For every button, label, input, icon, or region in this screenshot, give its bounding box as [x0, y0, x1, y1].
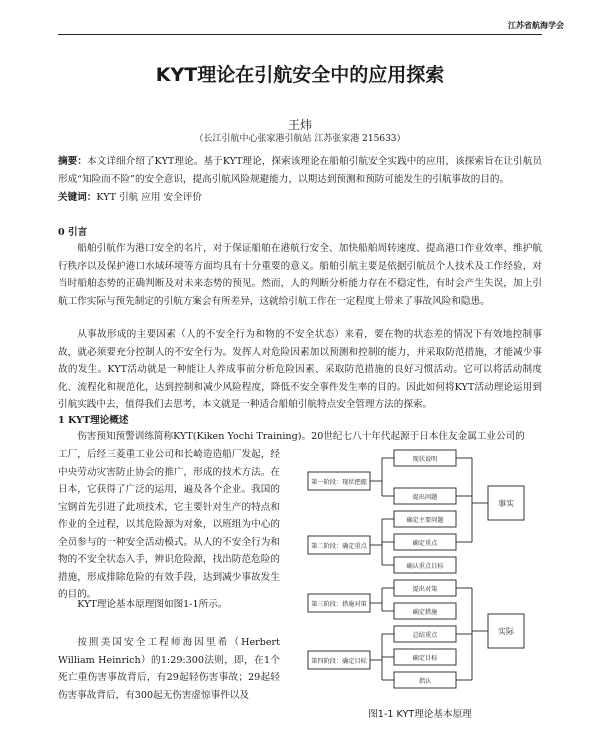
step-label-10: 指认: [418, 678, 432, 685]
round-label-4: 第四阶段：确定目标: [311, 658, 367, 665]
step-label-7: 确定措施: [412, 609, 438, 616]
author-name: 王炜: [287, 118, 312, 132]
step-label-9: 确定目标: [412, 655, 438, 662]
kyt-paragraph-3: 按照美国安全工程师海因里希（Herbert William Heinrich）的1:29:300法则，即，在1个死亡重伤害事故背后，有29起轻伤害事故；29起轻伤害事故背后，有300起无伤害虚惊事件以及: [58, 637, 280, 701]
round-label-1: 第一阶段：现状把握: [311, 479, 367, 486]
step-label-6: 提出对策: [412, 586, 438, 593]
section-heading-kyt: 1 KYT理论概述: [58, 415, 129, 426]
round-label-2: 第二阶段：确定重点: [311, 543, 367, 550]
step-label-3: 确定主要问题: [406, 517, 444, 524]
keywords: [58, 189, 542, 207]
kyt-paragraph-2: KYT理论基本原理图如图1-1所示。: [77, 599, 228, 610]
header-rule: [58, 34, 542, 35]
kyt-paragraph-1: 工厂，后经三菱重工业公司和长崎造造船厂发起，经中央劳动灾害防止协会的推广，形成的技术方法。在日本，它获得了广泛的运用，遍及各个企业。我国的宝钢首先引进了此项技术，它主要针对生产的特点和作业的全过程，以其危险源为对象，以班组为中心的全员参与的一种安全活动模式。从人的不安全行为和物的不安全状态入手，辨识危险源，找出防范危险的措施，形成排除危险的有效手段，达到减少事故发生的目的。: [58, 449, 280, 600]
step-label-8: 总结重点: [412, 632, 438, 639]
step-label-4: 确定重点: [412, 540, 438, 547]
abstract: [58, 153, 542, 188]
side-label-actual: 实际: [498, 627, 514, 636]
step-label-1: 现状说明: [412, 456, 438, 463]
keywords-text: KYT 引航 应用 安全评价: [96, 192, 202, 203]
kyt-principle-diagram: [302, 446, 540, 691]
round-label-3: 第三阶段：措施对策: [311, 601, 367, 608]
step-label-2: 提出问题: [412, 494, 438, 501]
figure-caption: 图1-1 KYT理论基本原理: [368, 709, 472, 720]
author-affiliation: （长江引航中心张家港引航站 江苏张家港 215633）: [194, 134, 406, 144]
side-label-fact: 事实: [498, 499, 514, 508]
journal-header: 江苏省航海学会: [508, 20, 564, 30]
intro-paragraph-1: 船舶引航作为港口安全的名片，对于保证船舶在港航行安全、加快船舶周转速度、提高港口作业效率、维护航行秩序以及保护港口水域环境等方面均具有十分重要的意义。船舶引航主要是依据引航员个人技术及工作经验，对当时船舶态势的正确判断及对未来态势的预见。然而，人的判断分析能力存在不稳定性，有时会产生失误，加上引航工作实际与预先制定的引航方案会有所差异，这就给引航工作在一定程度上带来了事故风险和隐患。: [58, 243, 542, 307]
section-heading-intro: 0 引言: [58, 227, 88, 238]
keywords-label: 关键词：: [58, 192, 97, 203]
kyt-paragraph-1-first-line: 伤害预知预警训练简称KYT(Kiken Yochi Training)。20世纪七八十年代起源于日本住友金属工业公司的: [77, 431, 525, 442]
abstract-label: 摘要：: [58, 156, 87, 167]
step-label-5: 确认重点目标: [406, 563, 444, 570]
abstract-text: 本文详细介绍了KYT理论。基于KYT理论，探索该理论在船舶引航安全实践中的应用，该探索旨在让引航员形成“知险而不险”的安全意识，提高引航风险规避能力，以期达到预测和预防可能发生的引航事故的目的。: [58, 156, 542, 185]
paper-title: KYT理论在引航安全中的应用探索: [155, 64, 445, 86]
intro-paragraph-2: 从事故形成的主要因素（人的不安全行为和物的不安全状态）来看，要在物的状态差的情况下有效地控制事故，就必须要充分控制人的不安全行为。发挥人对危险因素加以预测和控制的能力，并采取防范措施，才能减少事故的发生。KYT活动就是一种能让人养成事前分析危险因素、采取防范措施的良好习惯活动。它可以将活动制度化、流程化和规范化，达到控制和减少风险程度，降低不安全事件发生率的目的。因此如何将KYT活动理论运用到引航实践中去，值得我们去思考，本文就是一种适合船舶引航特点安全管理方法的探索。: [58, 329, 542, 410]
